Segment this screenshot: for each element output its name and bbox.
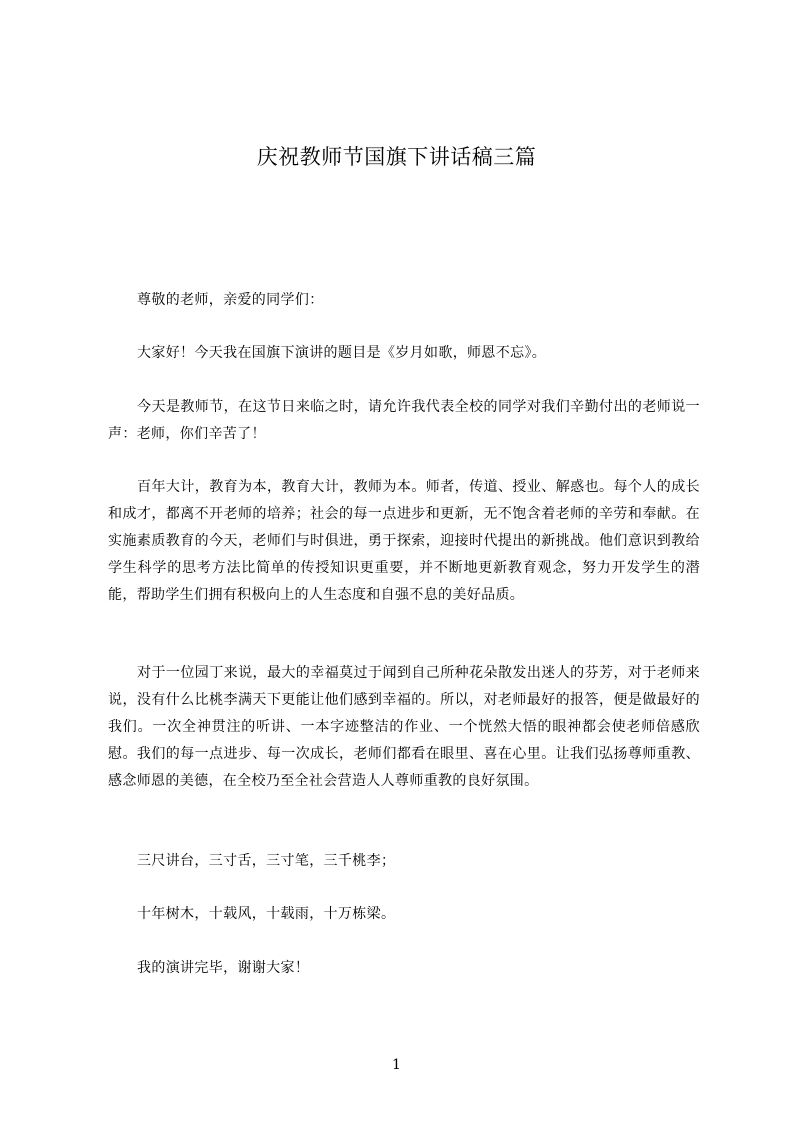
document-title: 庆祝教师节国旗下讲话稿三篇 — [256, 145, 537, 169]
paragraph-greeting: 尊敬的老师，亲爱的同学们： — [137, 292, 324, 308]
paragraph-teachers-day: 今天是教师节，在这节日来临之时，请允许我代表全校的同学对我们辛勤付出的老师说一声：老师，你们辛苦了！ — [108, 399, 700, 442]
paragraph-ten-years: 十年树木，十载风，十载雨，十万栋梁。 — [137, 906, 396, 922]
paragraph-podium: 三尺讲台，三寸舌，三寸笔，三千桃李； — [137, 853, 396, 869]
paragraph-hello: 大家好！今天我在国旗下演讲的题目是《岁月如歌，师恩不忘》。 — [137, 345, 547, 361]
paragraph-closing: 我的演讲完毕，谢谢大家！ — [137, 960, 310, 976]
paragraph-gardener: 对于一位园丁来说，最大的幸福莫过于闻到自己所种花朵散发出迷人的芬芳，对于老师来说，没有什么比桃李满天下更能让他们感到幸福的。所以，对老师最好的报答，便是做最好的我们。一次全神贯注的听讲、一本字迹整洁的作业、一个恍然大悟的眼神都会使老师倍感欣慰。我们的每一点进步、每一次成长，老师们都看在眼里、喜在心里。让我们弘扬尊师重教、感念师恩的美德，在全校乃至全社会营造人人尊师重教的良好氛围。 — [108, 665, 700, 789]
page-number: 1 — [392, 1057, 401, 1073]
paragraph-education: 百年大计，教育为本，教育大计，教师为本。师者，传道、授业、解惑也。每个人的成长和成才，都离不开老师的培养；社会的每一点进步和更新，无不饱含着老师的辛劳和奉献。在实施素质教育的今天，老师们与时俱进，勇于探索，迎接时代提出的新挑战。他们意识到教给学生科学的思考方法比简单的传授知识更重要，并不断地更新教育观念，努力开发学生的潜能，帮助学生们拥有积极向上的人生态度和自强不息的美好品质。 — [108, 479, 700, 603]
